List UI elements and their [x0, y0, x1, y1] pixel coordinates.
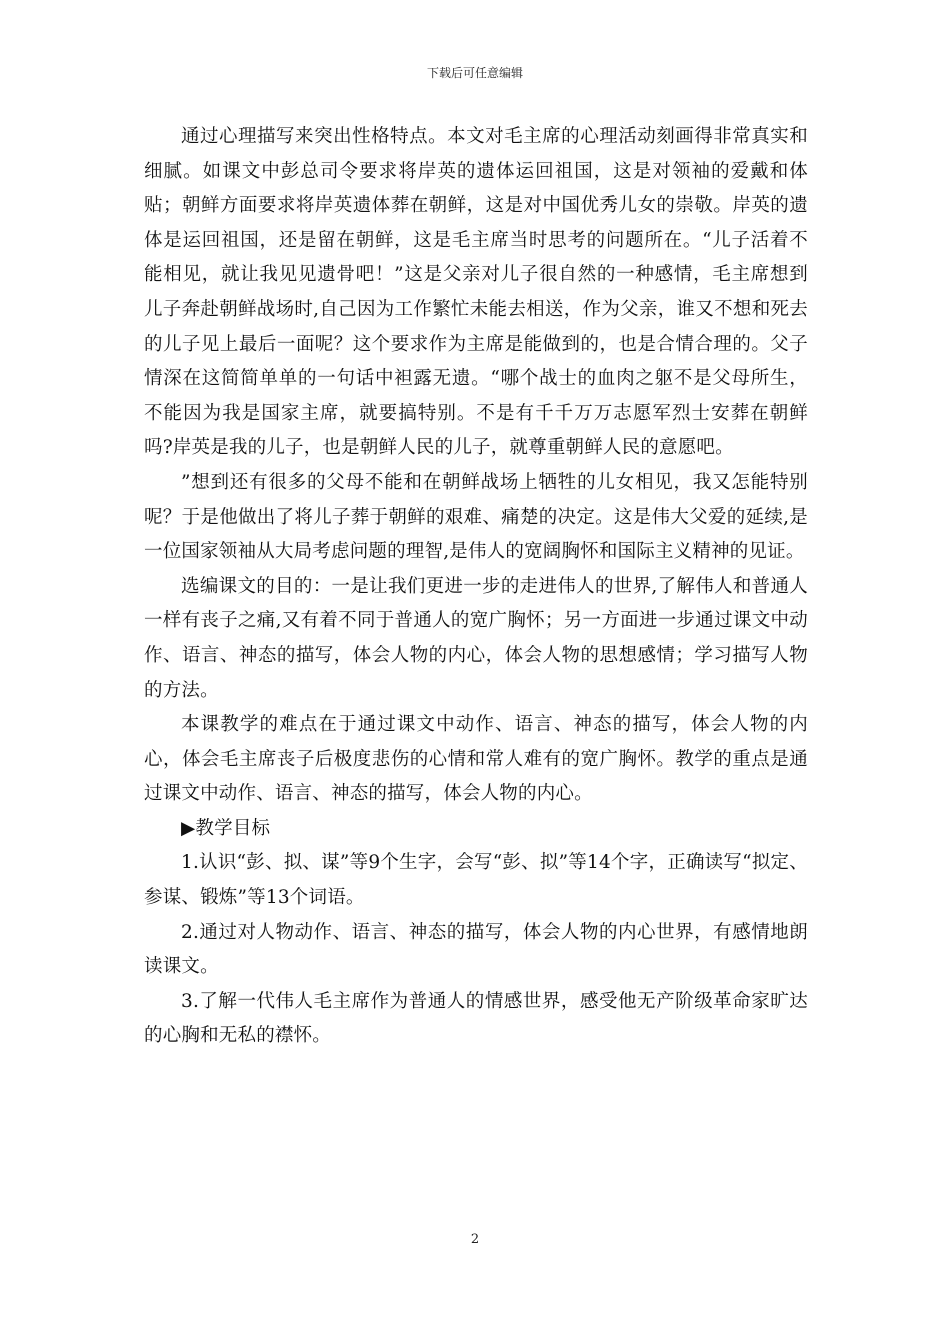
section-heading-objectives: ▶教学目标: [181, 817, 271, 839]
paragraph-difficulty: 本课教学的难点在于通过课文中动作、语言、神态的描写，体会人物的内心，体会毛主席丧子后极度悲伤的心情和常人难有的宽广胸怀。教学的重点是通过课文中动作、语言、神态的描写，体会人物的内心。: [144, 714, 808, 805]
objective-item-1: 1.认识“彭、拟、谋”等9个生字，会写“彭、拟”等14个字，正确读写“拟定、参谋、锻炼”等13个词语。: [144, 852, 808, 909]
objective-item-2: 2.通过对人物动作、语言、神态的描写，体会人物的内心世界，有感情地朗读课文。: [144, 921, 808, 978]
paragraph-psychology: 通过心理描写来突出性格特点。本文对毛主席的心理活动刻画得非常真实和细腻。如课文中彭总司令要求将岸英的遗体运回祖国，这是对领袖的爱戴和体贴；朝鲜方面要求将岸英遗体葬在朝鲜，这是对中国优秀儿女的崇敬。岸英的遗体是运回祖国，还是留在朝鲜，这是毛主席当时思考的问题所在。“儿子活着不能相见，就让我见见遗骨吧！”这是父亲对儿子很自然的一种感情，毛主席想到儿子奔赴朝鲜战场时,自己因为工作繁忙未能去相送，作为父亲，谁又不想和死去的儿子见上最后一面呢？这个要求作为主席是能做到的，也是合情合理的。父子情深在这简简单单的一句话中袒露无遗。“哪个战士的血肉之躯不是父母所生，不能因为我是国家主席，就要搞特别。不是有千千万万志愿军烈士安葬在朝鲜吗?岸英是我的儿子，也是朝鲜人民的儿子，就尊重朝鲜人民的意愿吧。: [144, 126, 808, 459]
paragraph-purpose: 选编课文的目的：一是让我们更进一步的走进伟人的世界,了解伟人和普通人一样有丧子之痛,又有着不同于普通人的宽广胸怀；另一方面进一步通过课文中动作、语言、神态的描写，体会人物的内心，体会人物的思想感情；学习描写人物的方法。: [144, 575, 808, 701]
document-body: [144, 120, 808, 1054]
objective-item-3: 3.了解一代伟人毛主席作为普通人的情感世界，感受他无产阶级革命家旷达的心胸和无私的襟怀。: [144, 990, 808, 1047]
page-number: 2: [470, 1232, 480, 1247]
page-header: 下载后可任意编辑: [426, 66, 523, 80]
paragraph-father-love: ”想到还有很多的父母不能和在朝鲜战场上牺牲的儿女相见，我又怎能特别呢？于是他做出了将儿子葬于朝鲜的艰难、痛楚的决定。这是伟大父爱的延续,是一位国家领袖从大局考虑问题的理智,是伟人的宽阔胸怀和国际主义精神的见证。: [144, 471, 808, 563]
